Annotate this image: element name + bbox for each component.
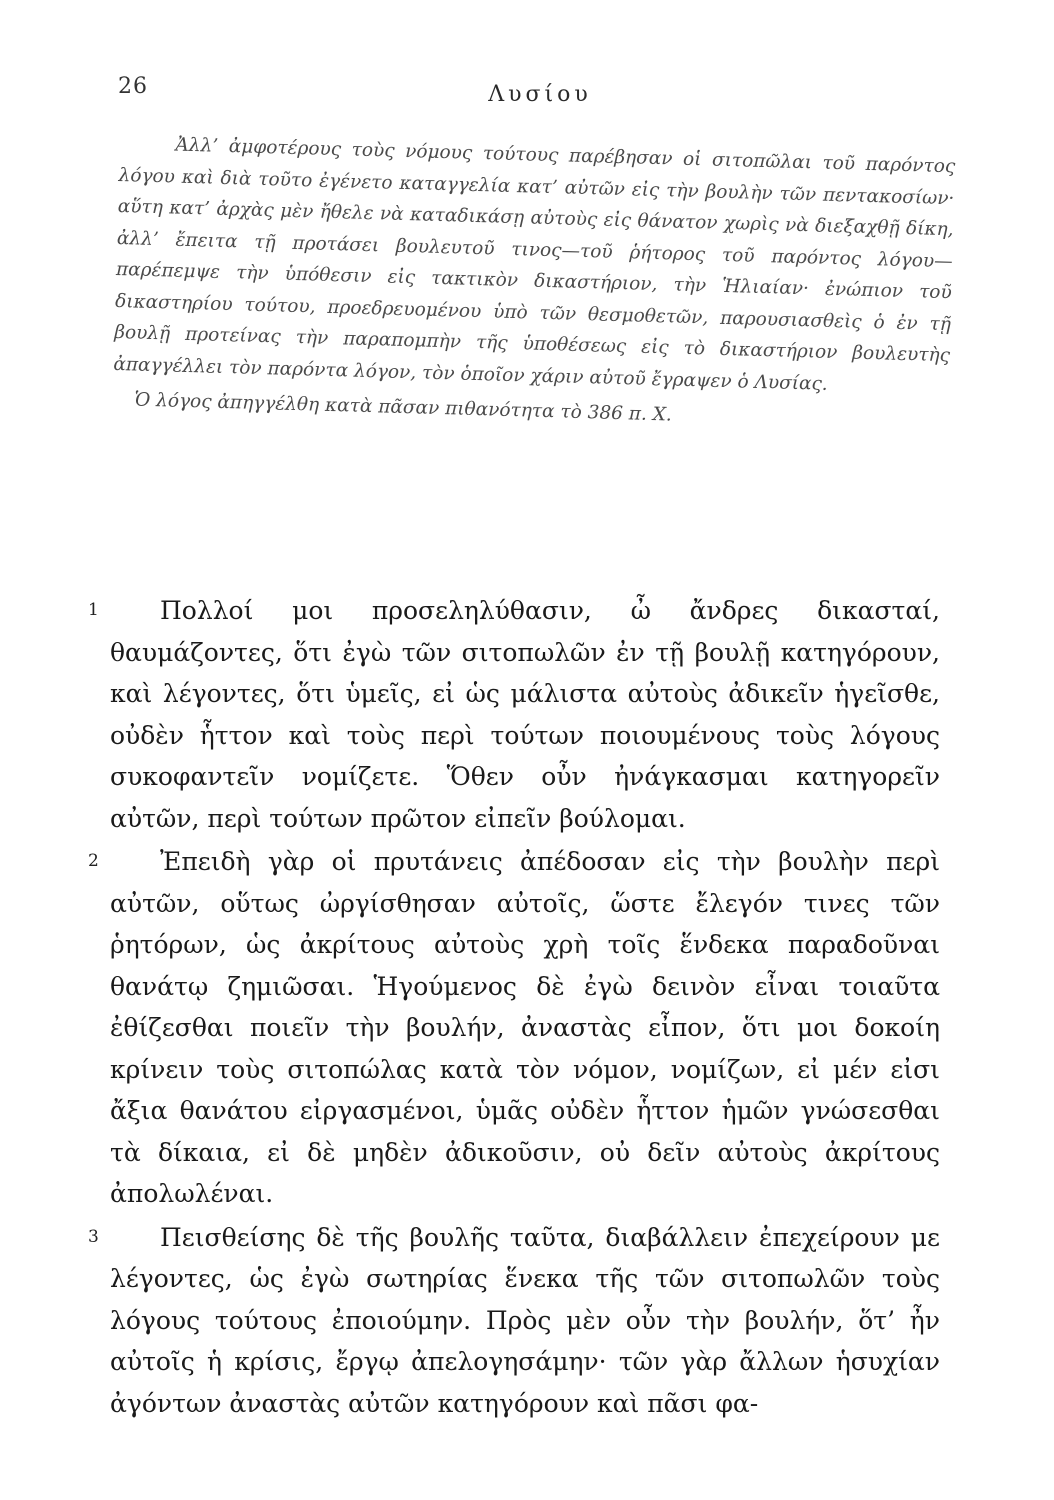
intro-paragraph: Ἀλλ’ ἀμφοτέρους τοὺς νόμους τούτους παρέβησαν οἱ σιτοπῶλαι τοῦ παρόντος λόγου καὶ διὰ τοῦτο ἐγένετο καταγγελία κατ’ αὐτῶν εἰς τὴν βουλὴν τῶν πεντακοσίων· αὕτη κατ’ ἀρχὰς μὲν ἤθελε νὰ καταδικάσῃ αὐτοὺς εἰς θάνατον χωρὶς νὰ διεξαχθῇ δίκη, ἀλλ’ ἔπειτα τῇ προτάσει βουλευτοῦ τινος—τοῦ ῥήτορος τοῦ παρόντος λόγου—παρέπεμψε τὴν ὑπόθεσιν εἰς τακτικὸν δικαστήριον, τὴν Ἡλιαίαν· ἐνώπιον τοῦ δικαστηρίου τούτου, προεδρευομένου ὑπὸ τῶν θεσμοθετῶν, παρουσιασθεὶς ὁ ἐν τῇ βουλῇ προτείνας τὴν παραπομπὴν τῆς ὑποθέσεως εἰς τὸ δικαστήριον βουλευτὴς ἀπαγγέλλει τὸν παρόντα λόγον, τὸν ὁποῖον χάριν αὐτοῦ ἔγραψεν ὁ Λυσίας. <box>113 134 956 395</box>
section-paragraph <box>88 1217 940 1425</box>
section-number: 3 <box>88 1226 99 1247</box>
section-number: 1 <box>88 600 99 620</box>
running-title: Λυσίου <box>488 82 592 107</box>
page-number: 26 <box>118 74 148 99</box>
section-paragraph <box>88 841 940 1215</box>
section-number: 2 <box>88 851 99 871</box>
intro-date-note: Ὁ λόγος ἀπηγγέλθη κατὰ πᾶσαν πιθανότητα τὸ 386 π. Χ. <box>134 389 673 426</box>
section-paragraph <box>88 590 940 839</box>
section-text: Πολλοί μοι προσεληλύθασιν, ὦ ἄνδρες δικασταί, θαυμάζοντες, ὅτι ἐγὼ τῶν σιτοπωλῶν ἐν τῇ βουλῇ κατηγόρουν, καὶ λέγοντες, ὅτι ὑμεῖς, εἰ ὡς μάλιστα αὐτοὺς ἀδικεῖν ἡγεῖσθε, οὐδὲν ἧττον καὶ τοὺς περὶ τούτων ποιουμένους τοὺς λόγους συκοφαντεῖν νομίζετε. Ὅθεν οὖν ἠνάγκασμαι κατηγορεῖν αὐτῶν, περὶ τούτων πρῶτον εἰπεῖν βούλομαι. <box>110 596 940 833</box>
section-text: Ἐπειδὴ γὰρ οἱ πρυτάνεις ἀπέδοσαν εἰς τὴν βουλὴν περὶ αὐτῶν, οὕτως ὠργίσθησαν αὐτοῖς, ὥστε ἔλεγόν τινες τῶν ῥητόρων, ὡς ἀκρίτους αὐτοὺς χρὴ τοῖς ἕνδεκα παραδοῦναι θανάτῳ ζημιῶσαι. Ἡγούμενος δὲ ἐγὼ δεινὸν εἶναι τοιαῦτα ἐθίζεσθαι ποιεῖν τὴν βουλήν, ἀναστὰς εἶπον, ὅτι μοι δοκοίη κρίνειν τοὺς σιτοπώλας κατὰ τὸν νόμον, νομίζων, εἰ μέν εἰσι ἄξια θανάτου εἰργασμένοι, ὑμᾶς οὐδὲν ἧττον ἡμῶν γνώσεσθαι τὰ δίκαια, εἰ δὲ μηδὲν ἀδικοῦσιν, οὐ δεῖν αὐτοὺς ἀκρίτους ἀπολωλέναι. <box>110 847 940 1208</box>
main-text <box>88 590 940 1424</box>
introduction-note <box>112 128 956 439</box>
section-text: Πεισθείσης δὲ τῆς βουλῆς ταῦτα, διαβάλλειν ἐπεχείρουν με λέγοντες, ὡς ἐγὼ σωτηρίας ἕνεκα τῆς τῶν σιτοπωλῶν τοὺς λόγους τούτους ἐποιούμην. Πρὸς μὲν οὖν τὴν βουλήν, ὅτ’ ἦν αὐτοῖς ἡ κρίσις, ἔργῳ ἀπελογησάμην· τῶν γὰρ ἄλλων ἡσυχίαν ἀγόντων ἀναστὰς αὐτῶν κατηγόρουν καὶ πᾶσι φα- <box>110 1222 940 1418</box>
